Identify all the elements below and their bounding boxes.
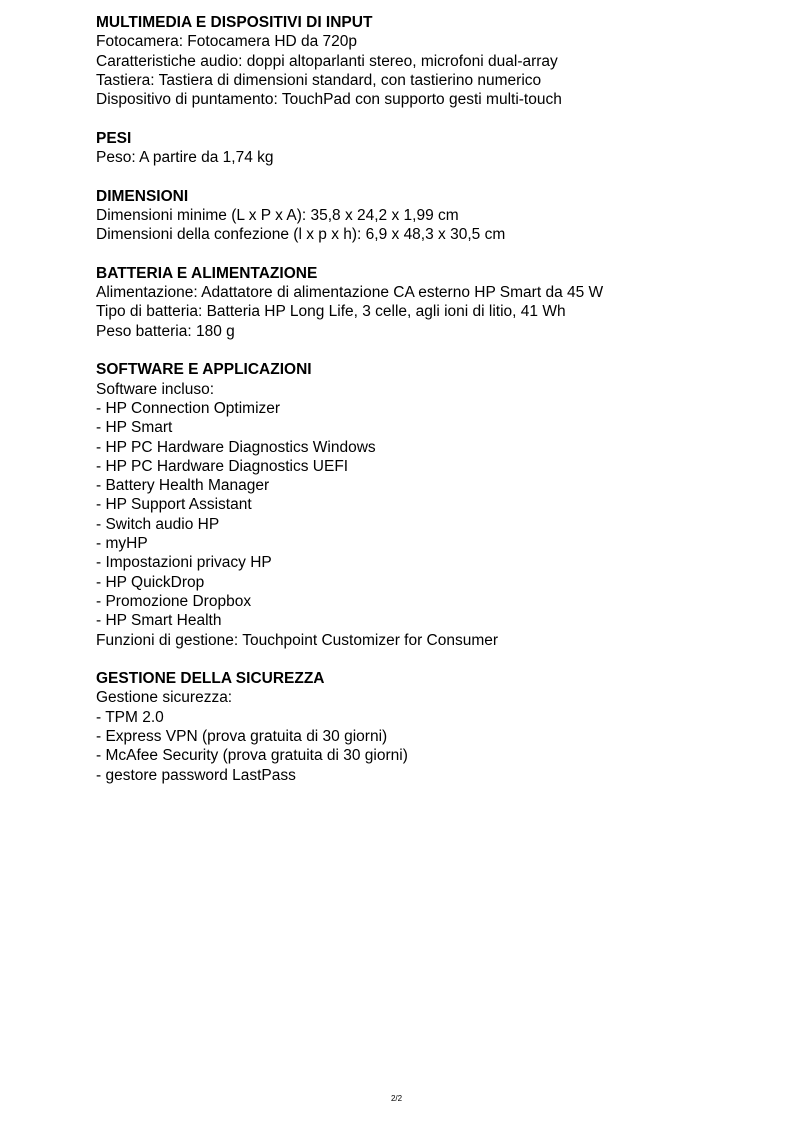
section-dimensioni [96, 187, 756, 245]
spec-line: Peso batteria: 180 g [96, 322, 235, 340]
spec-line: Dispositivo di puntamento: TouchPad con supporto gesti multi-touch [96, 91, 562, 109]
section-heading: GESTIONE DELLA SICUREZZA [96, 670, 325, 688]
spec-line: Dimensioni minime (L x P x A): 35,8 x 24,2 x 1,99 cm [96, 206, 459, 224]
list-item: - gestore password LastPass [96, 766, 296, 784]
spec-line: Software incluso: [96, 380, 215, 398]
list-item: - HP Smart Health [96, 612, 222, 630]
list-item: - HP Support Assistant [96, 496, 252, 514]
spec-line: Caratteristiche audio: doppi altoparlanti stereo, microfoni dual-array [96, 52, 558, 70]
list-item: - HP PC Hardware Diagnostics UEFI [96, 457, 349, 475]
spec-line: Dimensioni della confezione (l x p x h): 6,9 x 48,3 x 30,5 cm [96, 226, 506, 244]
spec-line: Alimentazione: Adattatore di alimentazione CA esterno HP Smart da 45 W [96, 284, 604, 302]
page-number: 2/2 [390, 1094, 403, 1103]
spec-line: Tipo di batteria: Batteria HP Long Life, 3 celle, agli ioni di litio, 41 Wh [96, 303, 566, 321]
spec-document [96, 13, 756, 785]
spec-line: Peso: A partire da 1,74 kg [96, 149, 274, 167]
list-item: - HP Connection Optimizer [96, 399, 281, 417]
list-item: - HP Smart [96, 419, 173, 437]
list-item: - Promozione Dropbox [96, 592, 252, 610]
section-heading: PESI [96, 129, 132, 147]
list-item: - Switch audio HP [96, 515, 220, 533]
list-item: - HP PC Hardware Diagnostics Windows [96, 438, 376, 456]
section-software [96, 360, 756, 649]
section-multimedia [96, 13, 756, 109]
section-pesi [96, 129, 756, 168]
list-item: - TPM 2.0 [96, 708, 164, 726]
section-sicurezza [96, 669, 756, 785]
list-item: - McAfee Security (prova gratuita di 30 giorni) [96, 747, 408, 765]
spec-line: Fotocamera: Fotocamera HD da 720p [96, 33, 358, 51]
spec-line: Gestione sicurezza: [96, 689, 233, 707]
list-item: - Battery Health Manager [96, 477, 270, 495]
list-item: - Impostazioni privacy HP [96, 554, 272, 572]
section-heading: MULTIMEDIA E DISPOSITIVI DI INPUT [96, 14, 373, 31]
list-item: - HP QuickDrop [96, 573, 205, 591]
spec-line: Tastiera: Tastiera di dimensioni standard, con tastierino numerico [96, 71, 542, 89]
list-item: - Express VPN (prova gratuita di 30 giorni) [96, 727, 388, 745]
spec-line: Funzioni di gestione: Touchpoint Customizer for Consumer [96, 631, 499, 649]
list-item: - myHP [96, 535, 148, 553]
section-batteria [96, 264, 756, 341]
section-heading: SOFTWARE E APPLICAZIONI [96, 361, 312, 379]
section-heading: BATTERIA E ALIMENTAZIONE [96, 264, 318, 282]
section-heading: DIMENSIONI [96, 187, 189, 205]
